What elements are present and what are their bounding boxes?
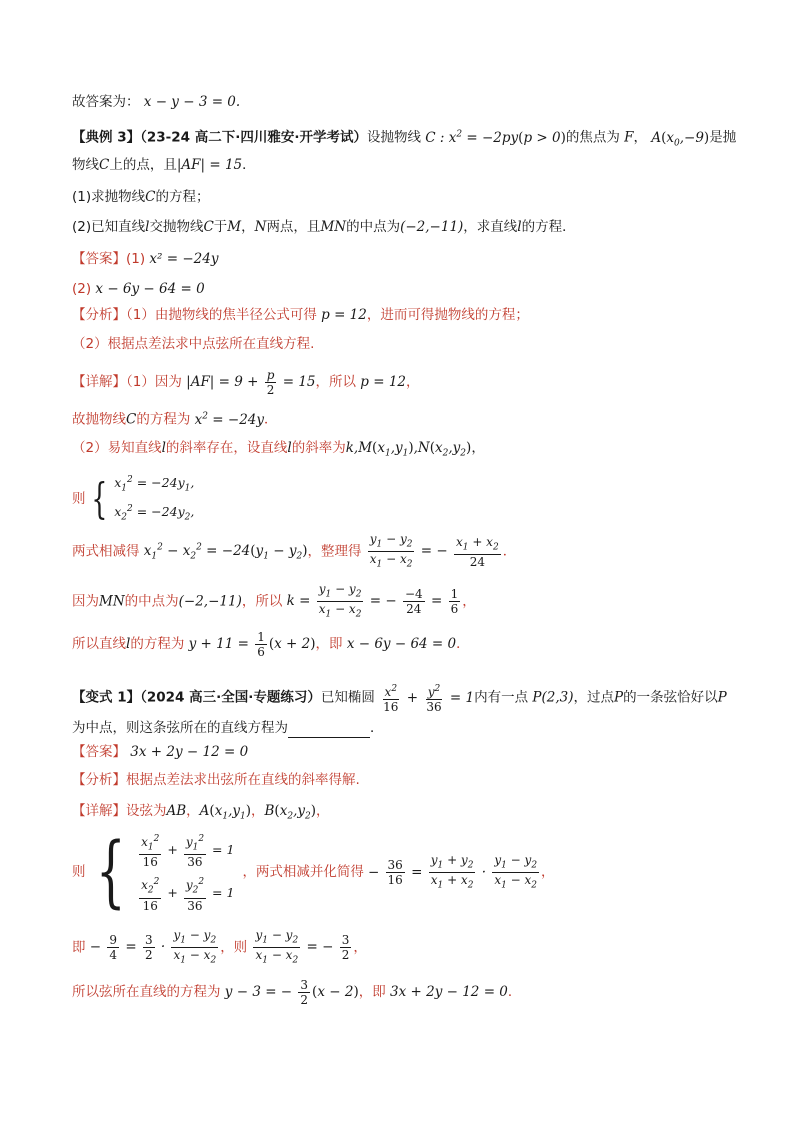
slope-value: k = $\frac{y_1 - y_2}{x_1 - x_2}$ = − $\frac{-4}{24}$ = $\frac{1}{6}$	[286, 582, 459, 620]
example3-question1	[72, 187, 209, 207]
analysis-text: （1）由抛物线的焦半径公式可得	[126, 307, 317, 323]
left-brace: {	[95, 827, 126, 918]
question-text: 的方程．	[521, 219, 576, 235]
symbol-l: l	[287, 440, 292, 456]
detail-text: （1）因为	[126, 374, 182, 390]
midpoint: (−2,−11)	[400, 219, 464, 235]
detail-text: ，	[541, 864, 555, 881]
example3-detail3: （2）易知直线l的斜率存在，设直线l的斜率为$k,M(x_1,y_1),N(x_2,y_2)$，	[72, 440, 485, 459]
detail-text: ，	[353, 939, 367, 956]
chord-ab: AB	[166, 803, 187, 819]
detail-text: ，所以	[241, 593, 283, 610]
detail-text: ，两式相减并化简得	[242, 864, 364, 881]
detail-text: （2）易知直线	[72, 440, 162, 456]
segment-mn: MN	[320, 219, 347, 235]
detail-text: 设弦为	[126, 803, 167, 819]
line-equation-final: x − 6y − 64 = 0	[346, 636, 457, 652]
detail-text: ，所以	[315, 374, 356, 390]
point-a: $A(x_0,-9)$	[651, 129, 710, 149]
variant1-answer	[72, 742, 248, 762]
symbol-n: N	[254, 219, 267, 235]
detail-tag: 【详解】	[72, 374, 126, 390]
detail-text: ，	[251, 803, 265, 819]
example3-answer1	[72, 249, 218, 269]
analysis-text: （2）根据点差法求中点弦所在直线方程.	[72, 336, 315, 352]
answer-label: (2)	[72, 281, 92, 297]
symbol-c: C	[145, 189, 156, 205]
detail-text: ，	[462, 593, 476, 610]
point-p: P(2,3)	[532, 689, 574, 706]
detail-text: 的方程为	[136, 411, 191, 428]
example3-analysis1	[72, 305, 529, 325]
example3-detail7	[72, 630, 470, 659]
example3-detail1	[72, 368, 420, 397]
detail-text: ，整理得	[307, 543, 362, 560]
detail-text: ．	[507, 984, 522, 1000]
question-text: (2)已知直线	[72, 219, 146, 235]
answer-label: (1)	[126, 251, 146, 267]
detail-text: 因为	[72, 593, 99, 610]
system-rows: $x_1^2 = -24y_1$, $x_2^2 = -24y_2$,	[114, 475, 195, 523]
stem-text: 的焦点为	[565, 129, 620, 146]
variant1-detail2	[72, 827, 555, 918]
question-text: 于	[213, 219, 228, 235]
example3-analysis2	[72, 334, 314, 354]
conclusion-formula: x − y − 3 = 0.	[143, 94, 241, 110]
variant1-detail3	[72, 928, 367, 968]
answer-formula: x² = −24y	[149, 251, 219, 267]
question-text: 的方程；	[155, 189, 210, 205]
slope-value: $\frac{y_1 - y_2}{x_1 - x_2}$ = − $\frac{3}{2}$	[255, 928, 350, 966]
stem-text: 是抛	[709, 129, 737, 146]
system-rows: $\frac{x_1^2}{16}$ + $\frac{y_1^2}{36}$ = 1 $\frac{x_2^2}{16}$ + $\frac{y_2^2}{36}$ = 1	[141, 834, 235, 913]
stem-text: 物线	[72, 157, 99, 173]
stem-text: 上的点，且	[109, 157, 177, 173]
stem-text: ．	[370, 720, 384, 736]
detail-text: 所以弦所在直线的方程为	[72, 984, 221, 1000]
stem-text: ，过点	[573, 689, 615, 706]
conclusion-label: 故答案为：	[72, 94, 140, 110]
analysis-text: ，进而可得抛物线的方程；	[366, 307, 529, 323]
detail-text: ，	[406, 374, 420, 390]
slope-expression: $\frac{y_1 - y_2}{x_1 - x_2}$ = − $\frac{x_1 + x_2}{24}$	[369, 532, 499, 570]
intermediate-formula: − $\frac{9}{4}$ = $\frac{3}{2}$ · $\frac{y_1 - y_2}{x_1 - x_2}$	[89, 928, 217, 966]
segment-mn: MN	[99, 593, 125, 610]
focal-radius-formula: |AF| = 9 + $\frac{p}{2}$ = 15	[186, 368, 316, 397]
left-brace: {	[90, 473, 107, 523]
stem-text: 为中点，则这条弦所在的直线方程为	[72, 720, 288, 736]
detail-text: ，	[186, 803, 200, 819]
detail-text: ，	[316, 803, 330, 819]
detail-text: ．	[264, 411, 278, 428]
question-text: ，求直线	[463, 219, 518, 235]
variant1-detail4	[72, 978, 521, 1007]
question-text: (1)求抛物线	[72, 189, 146, 205]
detail-text: 故抛物线	[72, 411, 126, 428]
example3-detail4	[72, 470, 194, 527]
symbol-l: l	[126, 636, 131, 652]
stem-text: ，	[633, 129, 648, 146]
simplified-formula: − $\frac{36}{16}$ = $\frac{y_1 + y_2}{x_1 + x_2}$ · $\frac{y_1 - y_2}{x_1 - x_2}$	[367, 852, 538, 891]
answer-blank	[288, 723, 370, 738]
variant1-analysis	[72, 770, 360, 790]
symbol-p: P	[614, 689, 624, 706]
detail-text: 即	[72, 939, 86, 956]
symbol-l: l	[145, 219, 150, 235]
analysis-text: 根据点差法求出弦所在直线的斜率得解.	[126, 772, 360, 788]
answer-tag: 【答案】	[72, 744, 126, 760]
example3-stem-line2: 物线C上的点，且|AF| = 15．	[72, 157, 256, 173]
symbol-l: l	[161, 440, 166, 456]
parabola-equation: C : $x^2 = -2py(p > 0)$	[425, 129, 566, 146]
variant1-tag: 【变式 1】	[72, 689, 141, 706]
detail-text: 的斜率为	[291, 440, 346, 456]
detail-text: ，即	[315, 636, 343, 652]
detail-text: ．	[456, 636, 470, 652]
variant1-detail1	[72, 801, 330, 827]
stem-text: 的一条弦恰好以	[623, 689, 718, 706]
symbol-c: C	[203, 219, 214, 235]
stem-text: 设抛物线	[366, 129, 421, 146]
variant1-stem-line1	[72, 682, 727, 714]
point-b: $B(x_2,y_2)$	[264, 803, 316, 822]
point-a: $A(x_1,y_1)$	[199, 803, 251, 822]
example3-detail6	[72, 582, 476, 622]
question-text: 两点，且	[266, 219, 321, 235]
answer-formula: 3x + 2y − 12 = 0	[130, 744, 249, 760]
symbol-c: C	[99, 157, 110, 173]
variant1-stem-line2	[72, 718, 384, 738]
symbol-l: l	[517, 219, 522, 235]
af-length: |AF| = 15	[176, 157, 243, 173]
detail-text: 的方程为	[130, 636, 185, 652]
symbol-m: M	[227, 219, 242, 235]
analysis-tag: 【分析】	[72, 772, 126, 788]
equation-system	[72, 827, 555, 918]
midpoint: (−2,−11)	[178, 593, 242, 610]
detail-text: ，即	[358, 984, 386, 1000]
stem-text: 已知椭圆	[320, 689, 375, 706]
difference-formula: $x_1^2 - x_2^2 = -24(y_1 - y_2)$	[143, 542, 308, 563]
example3-source: （23-24 高二下·四川雅安·开学考试）	[140, 129, 367, 146]
symbol-c: C	[126, 411, 137, 428]
answer-formula: x − 6y − 64 = 0	[95, 281, 205, 297]
question-text: 交抛物线	[149, 219, 204, 235]
ellipse-equation: $\frac{x^2}{16}$ + $\frac{y^2}{36}$ = 1	[383, 684, 475, 714]
detail-text: 的中点为	[124, 593, 179, 610]
example3-tag: 【典例 3】	[72, 129, 141, 146]
stem-text: 内有一点	[474, 689, 529, 706]
focus-symbol: F	[624, 129, 634, 146]
detail-text: 所以直线	[72, 636, 126, 652]
detail-text: 的斜率存在，设直线	[165, 440, 288, 456]
example3-stem-line1	[72, 124, 736, 153]
question-text: 的中点为	[346, 219, 401, 235]
line-equation-final: 3x + 2y − 12 = 0	[390, 984, 508, 1000]
equation-system	[72, 470, 194, 527]
parabola-result: $x^2 = -24y$	[194, 411, 265, 428]
detail-text: ．	[502, 543, 517, 560]
detail-text: ，则	[220, 939, 248, 956]
detail-text: 两式相减得	[72, 543, 140, 560]
detail-text: 则	[72, 490, 86, 507]
example3-question2	[72, 217, 576, 237]
previous-conclusion	[72, 92, 240, 112]
example3-detail2	[72, 406, 278, 430]
detail-tag: 【详解】	[72, 803, 126, 819]
analysis-tag: 【分析】	[72, 307, 126, 323]
variant1-source: （2024 高三·全国·专题练习）	[140, 689, 321, 706]
p-value: p = 12	[321, 307, 367, 323]
example3-detail5	[72, 532, 516, 572]
question-text: ，	[241, 219, 255, 235]
slope-and-points: $k,M(x_1,y_1),N(x_2,y_2)$	[345, 440, 472, 459]
p-value: p = 12	[360, 374, 407, 390]
symbol-p: P	[717, 689, 727, 706]
answer-tag: 【答案】	[72, 251, 126, 267]
detail-text: 则	[72, 864, 86, 881]
line-equation: y − 3 = − $\frac{3}{2}$ (x − 2)	[224, 978, 359, 1007]
example3-answer2	[72, 279, 205, 299]
line-equation: y + 11 = $\frac{1}{6}$ (x + 2)	[188, 630, 316, 659]
